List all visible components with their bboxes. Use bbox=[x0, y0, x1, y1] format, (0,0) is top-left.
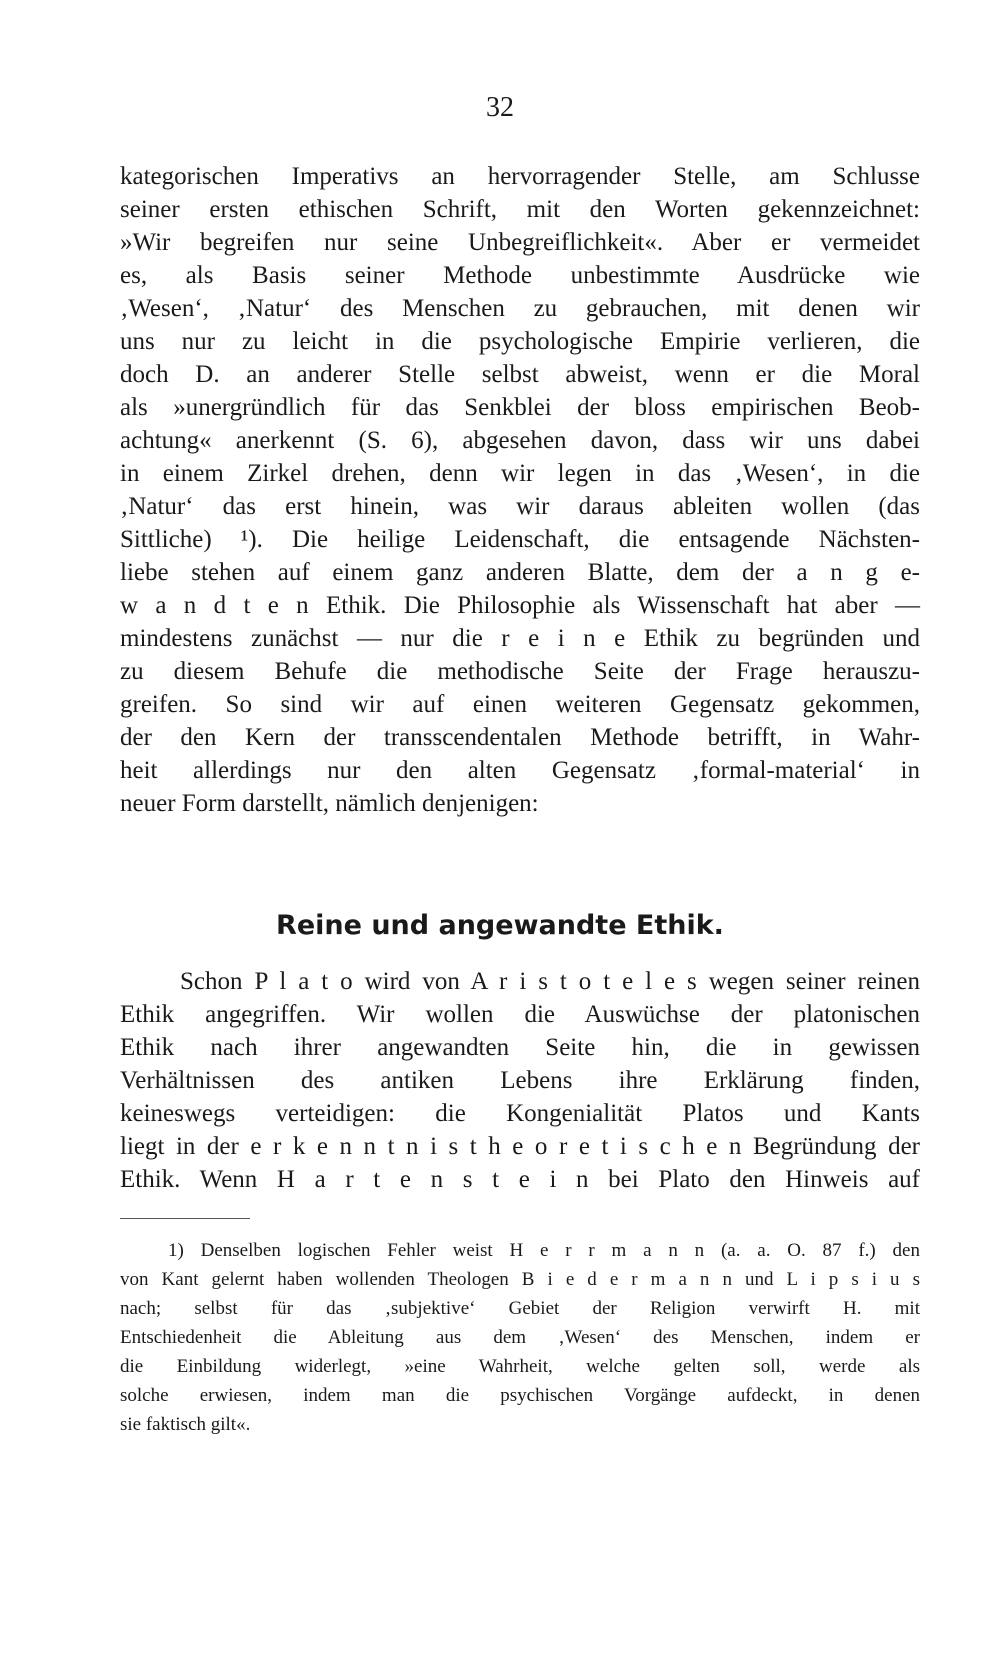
body-line: kategorischen Imperativs an hervorragender Stelle, am Schlusse bbox=[120, 163, 920, 190]
body-line: mindestens zunächst — nur die r e i n e Ethik zu begründen und bbox=[120, 625, 920, 652]
footnote-line: sie faktisch gilt«. bbox=[120, 1414, 251, 1435]
body-text-after-heading bbox=[120, 965, 920, 1196]
body-line: der den Kern der transscendentalen Methode betrifft, in Wahr- bbox=[120, 724, 920, 751]
body-line: w a n d t e n Ethik. Die Philosophie als Wissenschaft hat aber — bbox=[120, 592, 920, 619]
body-line: neuer Form darstellt, nämlich denjenigen: bbox=[120, 790, 539, 817]
body-line: uns nur zu leicht in die psychologische Empirie verlieren, die bbox=[120, 328, 920, 355]
footnote bbox=[120, 1236, 920, 1439]
body-line: greifen. So sind wir auf einen weiteren Gegensatz gekommen, bbox=[120, 691, 920, 718]
body-line: doch D. an anderer Stelle selbst abweist, wenn er die Moral bbox=[120, 361, 920, 388]
body-line: es, als Basis seiner Methode unbestimmte Ausdrücke wie bbox=[120, 262, 920, 289]
body-line: Ethik. Wenn H a r t e n s t e i n bei Plato den Hinweis auf bbox=[120, 1166, 920, 1193]
footnote-line: solche erwiesen, indem man die psychischen Vorgänge aufdeckt, in denen bbox=[120, 1385, 920, 1406]
section-heading: Reine und angewandte Ethik. bbox=[276, 910, 724, 941]
footnote-line: von Kant gelernt haben wollenden Theologen B i e d e r m a n n und L i p s i u s bbox=[120, 1269, 920, 1290]
footnote-line: die Einbildung widerlegt, »eine Wahrheit, welche gelten soll, werde als bbox=[120, 1356, 920, 1377]
body-line: liebe stehen auf einem ganz anderen Blatte, dem der a n g e- bbox=[120, 559, 920, 586]
body-line: liegt in der e r k e n n t n i s t h e o r e t i s c h e n Begründung der bbox=[120, 1133, 920, 1160]
body-line: seiner ersten ethischen Schrift, mit den Worten gekennzeichnet: bbox=[120, 196, 920, 223]
body-text-before-heading bbox=[120, 160, 920, 820]
body-line: als »unergründlich für das Senkblei der bloss empirischen Beob- bbox=[120, 394, 920, 421]
footnote-divider bbox=[120, 1218, 250, 1219]
body-line: ‚Natur‘ das erst hinein, was wir daraus ableiten wollen (das bbox=[120, 493, 920, 520]
body-line: zu diesem Behufe die methodische Seite der Frage herauszu- bbox=[120, 658, 920, 685]
body-line: Schon P l a t o wird von A r i s t o t e l e s wegen seiner reinen bbox=[180, 968, 920, 995]
footnote-line: 1) Denselben logischen Fehler weist H e r r m a n n (a. a. O. 87 f.) den bbox=[168, 1240, 920, 1261]
footnote-line: Entschiedenheit die Ableitung aus dem ‚Wesen‘ des Menschen, indem er bbox=[120, 1327, 920, 1348]
body-line: achtung« anerkennt (S. 6), abgesehen davon, dass wir uns dabei bbox=[120, 427, 920, 454]
body-line: heit allerdings nur den alten Gegensatz ‚formal-material‘ in bbox=[120, 757, 920, 784]
body-line: Verhältnissen des antiken Lebens ihre Erklärung finden, bbox=[120, 1067, 920, 1094]
body-line: ‚Wesen‘, ‚Natur‘ des Menschen zu gebrauchen, mit denen wir bbox=[120, 295, 920, 322]
page-number: 32 bbox=[486, 92, 514, 123]
body-line: keineswegs verteidigen: die Kongenialität Platos und Kants bbox=[120, 1100, 920, 1127]
body-line: Sittliche) ¹). Die heilige Leidenschaft, die entsagende Nächsten- bbox=[120, 526, 920, 553]
footnote-line: nach; selbst für das ‚subjektive‘ Gebiet der Religion verwirft H. mit bbox=[120, 1298, 920, 1319]
body-line: Ethik angegriffen. Wir wollen die Auswüchse der platonischen bbox=[120, 1001, 920, 1028]
body-line: Ethik nach ihrer angewandten Seite hin, die in gewissen bbox=[120, 1034, 920, 1061]
body-line: in einem Zirkel drehen, denn wir legen in das ‚Wesen‘, in die bbox=[120, 460, 920, 487]
body-line: »Wir begreifen nur seine Unbegreiflichkeit«. Aber er vermeidet bbox=[120, 229, 920, 256]
